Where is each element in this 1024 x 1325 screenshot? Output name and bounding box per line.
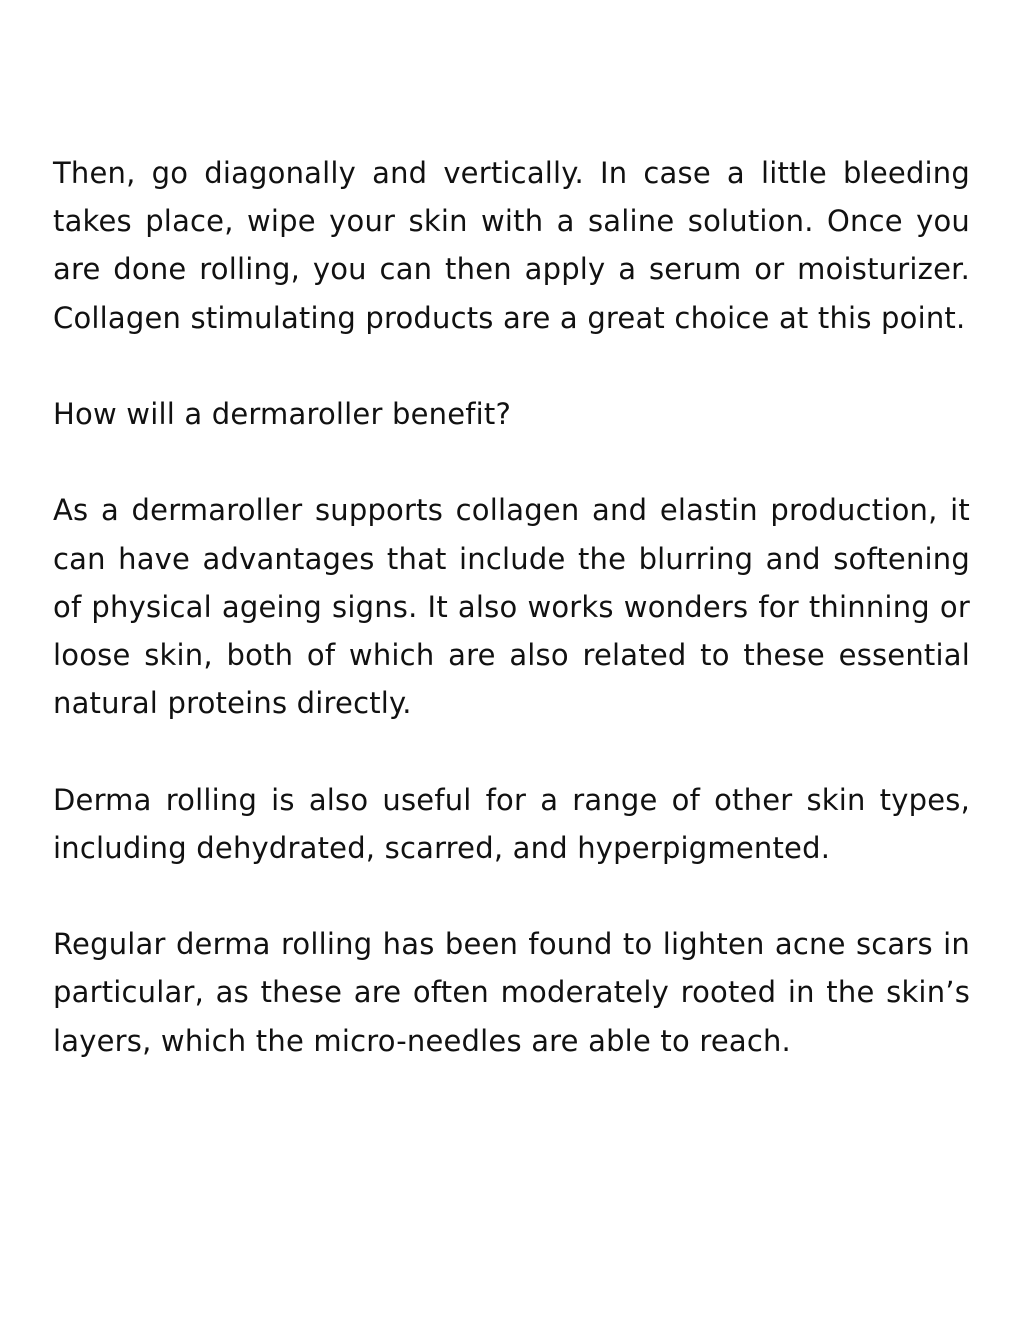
paragraph-acne-scars: Regular derma rolling has been found to lighten acne scars in particular, as these are often moderately rooted in the skin’s layers, which the micro-needles are able to reach. <box>53 927 970 1058</box>
paragraph-skin-types: Derma rolling is also useful for a range of other skin types, including dehydrated, scarred, and hyperpigmented. <box>53 782 970 865</box>
paragraph-rolling-directions: Then, go diagonally and vertically. In case a little bleeding takes place, wipe your skin with a saline solution. Once you are done rolling, you can then apply a serum or moisturizer. Collagen stimulating products are a great choice at this point. <box>53 156 970 335</box>
document-page <box>53 149 970 1065</box>
paragraph-collagen-benefits: As a dermaroller supports collagen and elastin production, it can have advantages that include the blurring and softening of physical ageing signs. It also works wonders for thinning or loose skin, both of which are also related to these essential natural proteins directly. <box>53 493 970 721</box>
section-heading-benefits: How will a dermaroller benefit? <box>53 397 512 431</box>
